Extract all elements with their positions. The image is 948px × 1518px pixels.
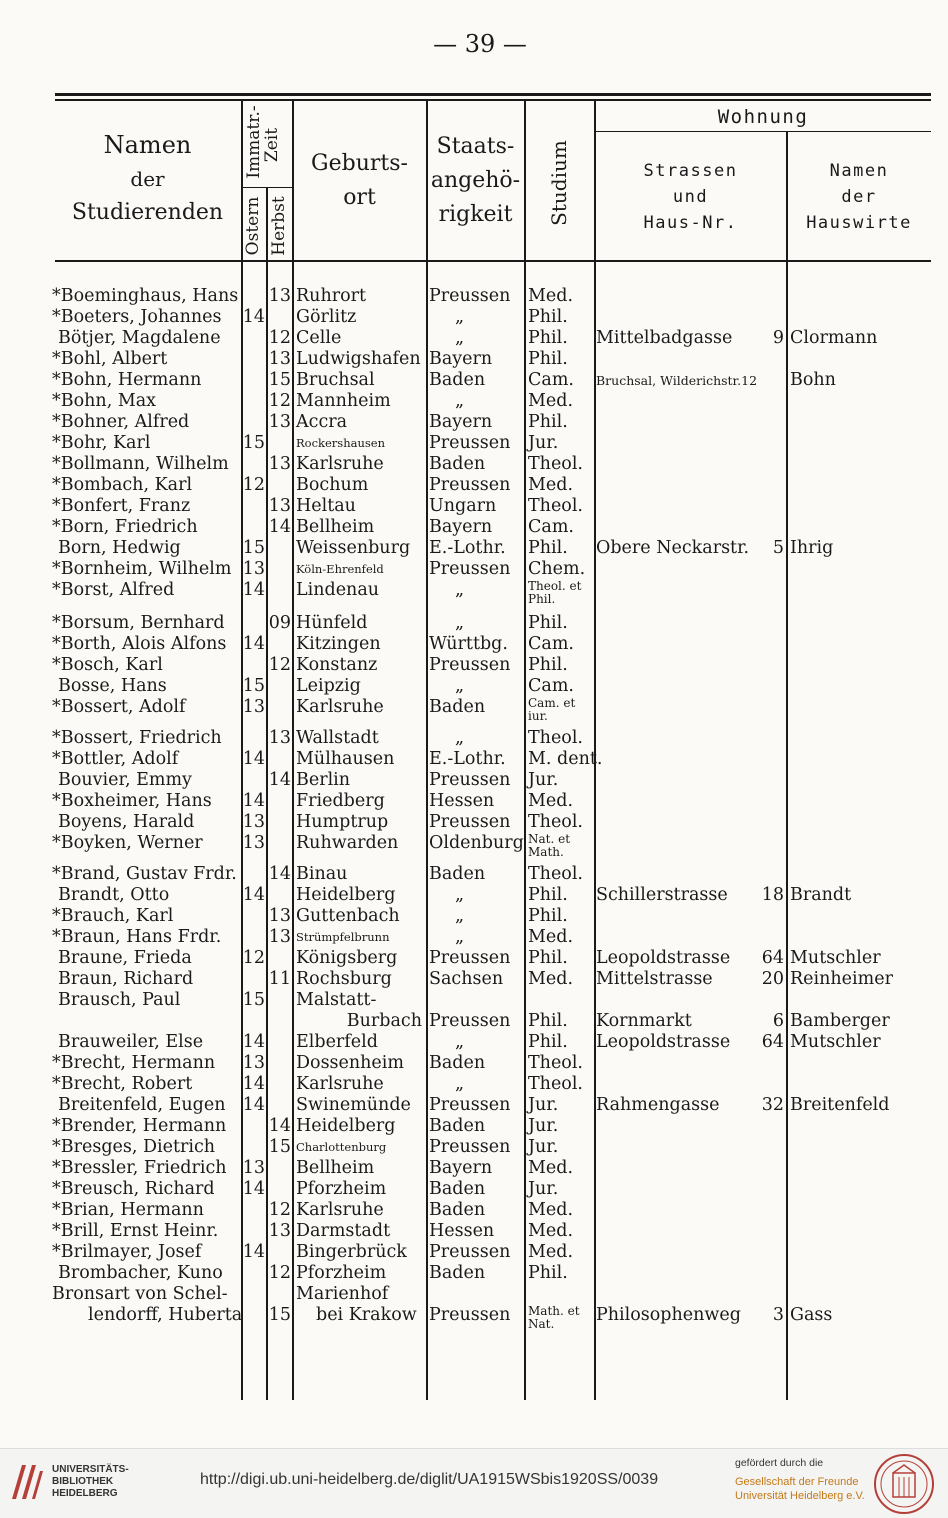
cell-name: *Bresges, Dietrich xyxy=(52,1137,216,1157)
cell-strasse: Mittelstrasse xyxy=(596,969,713,989)
cell-name: *Brilmayer, Josef xyxy=(52,1242,202,1262)
cell-staat: Oldenburg xyxy=(429,833,524,853)
cell-studium: Phil. xyxy=(528,1011,568,1031)
cell-ort: Burbach xyxy=(346,1011,422,1031)
cell-studium: Phil. xyxy=(528,613,568,633)
cell-herbst: 11 xyxy=(268,969,291,989)
cell-ort: Ludwigshafen xyxy=(296,349,421,369)
cell-strasse: Kornmarkt xyxy=(596,1011,692,1031)
cell-name: Bronsart von Schel- xyxy=(52,1284,228,1304)
cell-staat: Preussen xyxy=(429,655,511,675)
cell-ort: Leipzig xyxy=(296,676,361,696)
cell-name: Brauweiler, Else xyxy=(58,1032,204,1052)
cell-staat: „ xyxy=(455,613,465,633)
cell-ort: Wallstadt xyxy=(296,728,379,748)
header-zeit: Zeit xyxy=(262,127,282,163)
cell-herbst: 12 xyxy=(268,655,291,675)
cell-ort: Kitzingen xyxy=(296,634,381,654)
cell-studium: Phil. xyxy=(528,948,568,968)
cell-ort: Konstanz xyxy=(296,655,378,675)
cell-staat: Bayern xyxy=(429,1158,493,1178)
cell-name: *Boeters, Johannes xyxy=(52,307,222,327)
cell-herbst: 12 xyxy=(268,391,291,411)
sponsor-intro: gefördert durch die xyxy=(735,1457,824,1469)
cell-ostern: 14 xyxy=(242,1032,265,1052)
cell-staat: Preussen xyxy=(429,1011,511,1031)
cell-strasse: Leopoldstrasse xyxy=(596,1032,731,1052)
cell-name: *Bressler, Friedrich xyxy=(52,1158,227,1178)
cell-studium: Med. xyxy=(528,1200,574,1220)
cell-studium: Theol. xyxy=(528,812,583,832)
cell-name: *Bossert, Adolf xyxy=(52,697,186,717)
cell-ort: Rockershausen xyxy=(296,436,385,450)
cell-staat: Preussen xyxy=(429,286,511,306)
library-logo-icon xyxy=(10,1461,44,1501)
cell-studium: Jur. xyxy=(528,433,559,453)
cell-strasse: Schillerstrasse xyxy=(596,885,728,905)
cell-studium: Phil. xyxy=(528,1032,568,1052)
cell-name: Bosse, Hans xyxy=(58,676,167,696)
cell-ort: Karlsruhe xyxy=(296,1074,384,1094)
col-line-staat xyxy=(426,100,428,1400)
cell-ort: Mannheim xyxy=(296,391,391,411)
cell-staat: Preussen xyxy=(429,475,511,495)
cell-ort: Accra xyxy=(296,412,348,432)
cell-studium: Med. xyxy=(528,969,574,989)
cell-studium: Jur. xyxy=(528,1116,559,1136)
cell-ort: bei Krakow xyxy=(316,1305,417,1325)
cell-strasse: Obere Neckarstr. xyxy=(596,538,750,558)
cell-studium: Phil. xyxy=(528,885,568,905)
cell-name: *Brauch, Karl xyxy=(52,906,174,926)
cell-name: Breitenfeld, Eugen xyxy=(58,1095,226,1115)
cell-name: *Bohr, Karl xyxy=(52,433,151,453)
header-studium: Studium xyxy=(547,140,571,226)
cell-nr: 20 xyxy=(761,969,784,989)
cell-ort: Strümpfelbrunn xyxy=(296,930,390,944)
cell-staat: Württbg. xyxy=(429,634,508,654)
cell-name: *Braun, Hans Frdr. xyxy=(52,927,222,947)
cell-ort: Dossenheim xyxy=(296,1053,404,1073)
cell-ort: Darmstadt xyxy=(296,1221,391,1241)
cell-ort: Bellheim xyxy=(296,1158,375,1178)
cell-studium: Phil. xyxy=(528,655,568,675)
cell-staat: „ xyxy=(455,927,465,947)
cell-wirt: Brandt xyxy=(790,885,852,905)
cell-ort: Marienhof xyxy=(296,1284,389,1304)
cell-ort: Mülhausen xyxy=(296,749,395,769)
cell-name: Born, Hedwig xyxy=(58,538,181,558)
cell-studium: Theol. xyxy=(528,1053,583,1073)
cell-ort: Swinemünde xyxy=(296,1095,411,1115)
cell-staat: Preussen xyxy=(429,770,511,790)
cell-staat: Hessen xyxy=(429,1221,495,1241)
cell-studium: Phil. xyxy=(528,1263,568,1283)
cell-ostern: 13 xyxy=(242,812,265,832)
cell-strasse: Rahmengasse xyxy=(596,1095,720,1115)
cell-staat: „ xyxy=(455,328,465,348)
cell-wirt: Breitenfeld xyxy=(790,1095,890,1115)
cell-ostern: 14 xyxy=(242,307,265,327)
cell-staat: Baden xyxy=(429,697,486,717)
cell-ort: Ruhwarden xyxy=(296,833,399,853)
cell-name: *Brender, Hermann xyxy=(52,1116,227,1136)
cell-studium: Cam. xyxy=(528,517,574,537)
cell-strasse: Philosophenweg xyxy=(596,1305,741,1325)
cell-name: lendorff, Huberta xyxy=(88,1305,243,1325)
cell-ort: Heidelberg xyxy=(296,1116,396,1136)
cell-ort: Celle xyxy=(296,328,342,348)
cell-studium: Med. xyxy=(528,927,574,947)
cell-herbst: 14 xyxy=(268,1116,291,1136)
cell-ostern: 14 xyxy=(242,1074,265,1094)
cell-name: *Bohner, Alfred xyxy=(52,412,190,432)
cell-studium: Theol. xyxy=(528,496,583,516)
cell-ort: Bellheim xyxy=(296,517,375,537)
cell-ostern: 13 xyxy=(242,697,265,717)
cell-staat: „ xyxy=(455,580,465,600)
source-url[interactable]: http://digi.ub.uni-heidelberg.de/diglit/UA1915WSbis1920SS/0039 xyxy=(200,1471,659,1488)
cell-nr: 18 xyxy=(761,885,784,905)
cell-name: *Brand, Gustav Frdr. xyxy=(52,864,237,884)
cell-ort: Pforzheim xyxy=(296,1179,387,1199)
cell-herbst: 13 xyxy=(268,454,291,474)
cell-staat: Ungarn xyxy=(429,496,497,516)
cell-studium: Jur. xyxy=(528,1095,559,1115)
cell-ort: Karlsruhe xyxy=(296,454,384,474)
cell-ort: Charlottenburg xyxy=(296,1140,387,1154)
cell-herbst: 15 xyxy=(268,1137,291,1157)
cell-name: Brausch, Paul xyxy=(58,990,181,1010)
cell-ort: Elberfeld xyxy=(296,1032,378,1052)
cell-ort: Bochum xyxy=(296,475,369,495)
cell-staat: Preussen xyxy=(429,948,511,968)
cell-staat: Preussen xyxy=(429,1305,511,1325)
cell-ostern: 12 xyxy=(242,948,265,968)
col-line-studium xyxy=(524,100,526,1400)
cell-name: *Bossert, Friedrich xyxy=(52,728,222,748)
cell-name: *Bohn, Max xyxy=(52,391,157,411)
cell-studium: Phil. xyxy=(528,307,568,327)
cell-studium: Phil. xyxy=(528,538,568,558)
cell-staat: „ xyxy=(455,307,465,327)
cell-studium: Jur. xyxy=(528,1179,559,1199)
cell-studium: Phil. xyxy=(528,349,568,369)
cell-wirt: Clormann xyxy=(790,328,878,348)
cell-ort: Bingerbrück xyxy=(296,1242,407,1262)
cell-staat: Bayern xyxy=(429,349,493,369)
cell-name: *Brecht, Robert xyxy=(52,1074,193,1094)
cell-studium: Cam. xyxy=(528,370,574,390)
cell-herbst: 13 xyxy=(268,1221,291,1241)
cell-ostern: 13 xyxy=(242,559,265,579)
cell-studium: Cam. et iur. xyxy=(528,696,576,723)
cell-studium: Med. xyxy=(528,1242,574,1262)
page-number: — 39 — xyxy=(433,30,527,58)
cell-staat: Preussen xyxy=(429,433,511,453)
cell-name: *Breusch, Richard xyxy=(52,1179,215,1199)
cell-ostern: 14 xyxy=(242,1179,265,1199)
cell-ostern: 13 xyxy=(242,833,265,853)
top-rule-thin xyxy=(55,99,931,101)
cell-wirt: Bamberger xyxy=(790,1011,890,1031)
cell-staat: Hessen xyxy=(429,791,495,811)
header-namen: Namen der Studierenden xyxy=(71,131,224,225)
cell-herbst: 15 xyxy=(268,1305,291,1325)
cell-herbst: 15 xyxy=(268,370,291,390)
cell-studium: Jur. xyxy=(528,1137,559,1157)
cell-herbst: 12 xyxy=(268,1200,291,1220)
cell-ort: Friedberg xyxy=(296,791,385,811)
cell-name: *Bornheim, Wilhelm xyxy=(52,559,232,579)
header-ostern: Ostern xyxy=(243,196,263,256)
cell-staat: Preussen xyxy=(429,1137,511,1157)
cell-ostern: 14 xyxy=(242,1242,265,1262)
cell-ostern: 15 xyxy=(242,990,265,1010)
cell-ort: Ruhrort xyxy=(296,286,367,306)
cell-staat: Baden xyxy=(429,370,486,390)
cell-herbst: 12 xyxy=(268,1263,291,1283)
cell-wirt: Reinheimer xyxy=(790,969,893,989)
cell-ostern: 15 xyxy=(242,538,265,558)
cell-ort: Hünfeld xyxy=(296,613,368,633)
cell-strasse: Mittelbadgasse xyxy=(596,328,733,348)
cell-herbst: 13 xyxy=(268,286,291,306)
cell-staat: Baden xyxy=(429,454,486,474)
cell-staat: Sachsen xyxy=(429,969,504,989)
cell-ostern: 15 xyxy=(242,433,265,453)
cell-name: *Bohn, Hermann xyxy=(52,370,202,390)
col-line-ort xyxy=(292,100,294,1400)
cell-nr: 6 xyxy=(772,1011,784,1031)
cell-staat: Baden xyxy=(429,864,486,884)
cell-nr: 32 xyxy=(761,1095,784,1115)
cell-name: Bouvier, Emmy xyxy=(58,770,192,790)
cell-name: *Boyken, Werner xyxy=(52,833,203,853)
header-immatr: Immatr.- xyxy=(244,105,264,179)
footer-bar xyxy=(0,1448,948,1518)
cell-name: *Borst, Alfred xyxy=(52,580,175,600)
cell-herbst: 13 xyxy=(268,349,291,369)
cell-herbst: 13 xyxy=(268,496,291,516)
cell-name: *Boxheimer, Hans xyxy=(52,791,212,811)
cell-staat: Preussen xyxy=(429,812,511,832)
library-name: UNIVERSITÄTS- BIBLIOTHEK HEIDELBERG xyxy=(52,1464,129,1499)
cell-name: *Borsum, Bernhard xyxy=(52,613,225,633)
cell-herbst: 13 xyxy=(268,927,291,947)
cell-ort: Heltau xyxy=(296,496,356,516)
cell-name: *Boeminghaus, Hans xyxy=(52,286,239,306)
cell-staat: Preussen xyxy=(429,559,511,579)
cell-strasse: Bruchsal, Wilderichstr.12 xyxy=(596,373,758,388)
cell-ostern: 12 xyxy=(242,475,265,495)
cell-ort: Pforzheim xyxy=(296,1263,387,1283)
header-bottom-rule xyxy=(55,260,931,262)
cell-staat: „ xyxy=(455,1074,465,1094)
cell-name: Bötjer, Magdalene xyxy=(58,328,221,348)
cell-studium: Theol. xyxy=(528,728,583,748)
cell-studium: Theol. et Phil. xyxy=(528,579,582,606)
cell-studium: Jur. xyxy=(528,770,559,790)
cell-ort: Königsberg xyxy=(296,948,398,968)
cell-staat: „ xyxy=(455,906,465,926)
cell-staat: „ xyxy=(455,1032,465,1052)
cell-herbst: 14 xyxy=(268,517,291,537)
cell-studium: Theol. xyxy=(528,454,583,474)
cell-herbst: 13 xyxy=(268,728,291,748)
cell-ort: Görlitz xyxy=(296,307,357,327)
cell-studium: Chem. xyxy=(528,559,586,579)
top-rule-thick xyxy=(55,93,931,96)
cell-strasse: Leopoldstrasse xyxy=(596,948,731,968)
cell-ort: Heidelberg xyxy=(296,885,396,905)
cell-staat: Preussen xyxy=(429,1242,511,1262)
cell-herbst: 13 xyxy=(268,412,291,432)
cell-ort: Malstatt- xyxy=(296,990,377,1010)
cell-staat: E.-Lothr. xyxy=(429,538,506,558)
cell-staat: „ xyxy=(455,391,465,411)
cell-nr: 9 xyxy=(772,328,784,348)
header-hauswirte: Namen der Hauswirte xyxy=(806,161,912,233)
cell-studium: Med. xyxy=(528,1158,574,1178)
cell-ort: Guttenbach xyxy=(296,906,400,926)
cell-herbst: 14 xyxy=(268,770,291,790)
cell-studium: Med. xyxy=(528,791,574,811)
cell-ort: Köln-Ehrenfeld xyxy=(296,562,384,576)
cell-name: *Bottler, Adolf xyxy=(52,749,179,769)
cell-ostern: 15 xyxy=(242,676,265,696)
cell-studium: Theol. xyxy=(528,1074,583,1094)
cell-studium: Med. xyxy=(528,1221,574,1241)
header-staatsangehoerigkeit: Staats- angehö- rigkeit xyxy=(430,134,521,227)
cell-studium: Med. xyxy=(528,391,574,411)
cell-ostern: 14 xyxy=(242,791,265,811)
header-strassen: Strassen und Haus-Nr. xyxy=(643,161,738,233)
cell-herbst: 09 xyxy=(268,613,291,633)
cell-ostern: 13 xyxy=(242,1158,265,1178)
cell-name: *Bonfert, Franz xyxy=(52,496,191,516)
cell-herbst: 13 xyxy=(268,906,291,926)
cell-studium: M. dent. xyxy=(528,749,603,769)
cell-ort: Rochsburg xyxy=(296,969,392,989)
cell-staat: Baden xyxy=(429,1200,486,1220)
cell-wirt: Ihrig xyxy=(790,538,834,558)
wohnung-rule xyxy=(595,131,931,132)
cell-name: *Bollmann, Wilhelm xyxy=(52,454,229,474)
header-geburtsort: Geburts- ort xyxy=(311,151,408,210)
cell-staat: Baden xyxy=(429,1116,486,1136)
cell-name: Braune, Frieda xyxy=(58,948,192,968)
cell-wirt: Mutschler xyxy=(790,1032,881,1052)
cell-ort: Karlsruhe xyxy=(296,697,384,717)
header-herbst: Herbst xyxy=(269,196,289,256)
cell-staat: „ xyxy=(455,885,465,905)
cell-ostern: 14 xyxy=(242,580,265,600)
cell-staat: „ xyxy=(455,728,465,748)
cell-ostern: 14 xyxy=(242,749,265,769)
cell-wirt: Mutschler xyxy=(790,948,881,968)
cell-staat: Bayern xyxy=(429,412,493,432)
cell-staat: Baden xyxy=(429,1053,486,1073)
cell-nr: 5 xyxy=(772,538,784,558)
cell-staat: Baden xyxy=(429,1263,486,1283)
cell-name: *Born, Friedrich xyxy=(52,517,198,537)
cell-name: *Bombach, Karl xyxy=(52,475,193,495)
cell-ort: Karlsruhe xyxy=(296,1200,384,1220)
cell-ort: Binau xyxy=(296,864,348,884)
cell-studium: Phil. xyxy=(528,906,568,926)
cell-name: *Brill, Ernst Heinr. xyxy=(52,1221,219,1241)
university-seal-icon xyxy=(873,1453,935,1515)
cell-name: *Bohl, Albert xyxy=(52,349,168,369)
cell-ostern: 14 xyxy=(242,1095,265,1115)
cell-name: Brandt, Otto xyxy=(58,885,170,905)
cell-staat: Bayern xyxy=(429,517,493,537)
cell-staat: Preussen xyxy=(429,1095,511,1115)
cell-ort: Berlin xyxy=(296,770,351,790)
cell-ort: Lindenau xyxy=(296,580,380,600)
header-wohnung: Wohnung xyxy=(717,106,809,128)
cell-ostern: 14 xyxy=(242,634,265,654)
cell-name: Braun, Richard xyxy=(58,969,194,989)
sponsor-name: Gesellschaft der Freunde Universität Heidelberg e.V. xyxy=(735,1476,865,1502)
cell-studium: Theol. xyxy=(528,864,583,884)
cell-nr: 3 xyxy=(772,1305,784,1325)
cell-studium: Phil. xyxy=(528,412,568,432)
cell-herbst: 12 xyxy=(268,328,291,348)
cell-ostern: 13 xyxy=(242,1053,265,1073)
cell-ort: Weissenburg xyxy=(296,538,411,558)
cell-studium: Nat. et Math. xyxy=(528,832,571,859)
cell-studium: Phil. xyxy=(528,328,568,348)
cell-name: *Bosch, Karl xyxy=(52,655,163,675)
cell-herbst: 14 xyxy=(268,864,291,884)
cell-studium: Math. et Nat. xyxy=(528,1304,580,1331)
cell-ort: Humptrup xyxy=(296,812,389,832)
cell-ort: Bruchsal xyxy=(296,370,375,390)
cell-name: *Borth, Alois Alfons xyxy=(52,634,227,654)
cell-name: Boyens, Harald xyxy=(58,812,195,832)
cell-studium: Med. xyxy=(528,286,574,306)
cell-nr: 64 xyxy=(761,948,784,968)
cell-name: *Brian, Hermann xyxy=(52,1200,204,1220)
cell-name: *Brecht, Hermann xyxy=(52,1053,216,1073)
cell-wirt: Bohn xyxy=(790,370,836,390)
cell-wirt: Gass xyxy=(790,1305,833,1325)
cell-staat: Baden xyxy=(429,1179,486,1199)
cell-studium: Med. xyxy=(528,475,574,495)
cell-staat: E.-Lothr. xyxy=(429,749,506,769)
cell-name: Brombacher, Kuno xyxy=(58,1263,223,1283)
cell-nr: 64 xyxy=(761,1032,784,1052)
cell-staat: „ xyxy=(455,676,465,696)
cell-studium: Cam. xyxy=(528,634,574,654)
cell-ostern: 14 xyxy=(242,885,265,905)
cell-studium: Cam. xyxy=(528,676,574,696)
col-line-wirt xyxy=(786,131,788,1400)
